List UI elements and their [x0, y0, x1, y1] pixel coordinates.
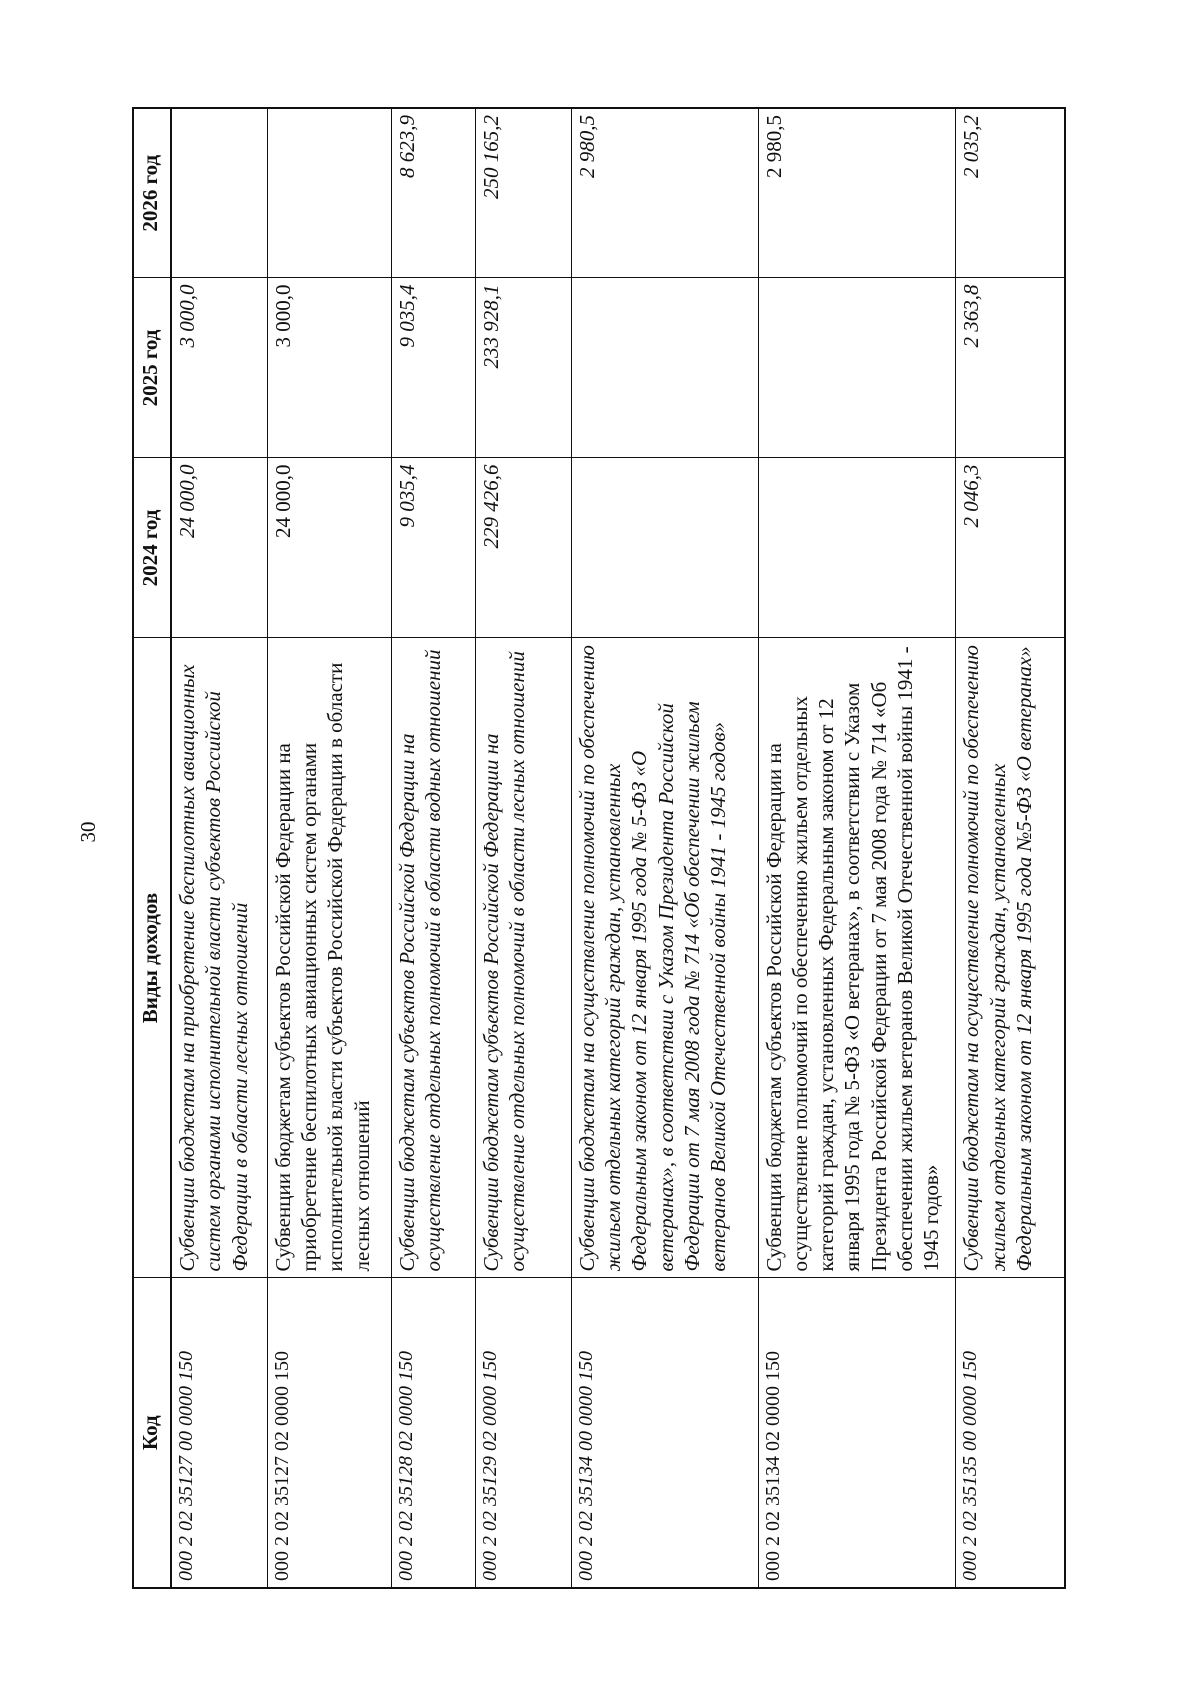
amount-2024-cell: 2 046,3 [956, 458, 1065, 638]
amount-2025-cell: 9 035,4 [391, 278, 475, 458]
amount-2025-cell: 3 000,0 [171, 278, 267, 458]
table-row [758, 108, 956, 1588]
table-row [267, 108, 391, 1588]
amount-2026-cell: 250 165,2 [475, 108, 571, 278]
revenue-table [132, 107, 1066, 1589]
revenue-description-cell: Субвенции бюджетам субъектов Российской Федерации на осуществление отдельных полномочий в области водных отношений [391, 638, 475, 1278]
amount-2025-cell [758, 278, 956, 458]
table-row [475, 108, 571, 1588]
amount-2025-cell: 233 928,1 [475, 278, 571, 458]
amount-2024-cell [571, 458, 758, 638]
revenue-description-cell: Субвенции бюджетам на осуществление полномочий по обеспечению жильем отдельных категорий граждан, установленных Федеральным законом от 12 января 1995 года №5-ФЗ «О ветеранах» [956, 638, 1065, 1278]
amount-2026-cell: 2 980,5 [571, 108, 758, 278]
amount-2024-cell: 24 000,0 [267, 458, 391, 638]
table-row [391, 108, 475, 1588]
amount-2025-cell: 2 363,8 [956, 278, 1065, 458]
revenue-description-cell: Субвенции бюджетам субъектов Российской Федерации на осуществление отдельных полномочий в области лесных отношений [475, 638, 571, 1278]
revenue-code-cell: 000 2 02 35134 02 0000 150 [758, 1278, 956, 1588]
amount-2024-cell: 229 426,6 [475, 458, 571, 638]
revenue-description-cell: Субвенции бюджетам субъектов Российской Федерации на осуществление полномочий по обеспечению жильем отдельных категорий граждан, установленных Федеральным законом от 12 января 1995 года № 5-ФЗ «О ветеранах», в соответствии с Указом Президента Российской Федерации от 7 мая 2008 года № 714 «Об обеспечении жильем ветеранов Великой Отечественной войны 1941 - 1945 годов» [758, 638, 956, 1278]
amount-2026-cell [267, 108, 391, 278]
revenue-code-cell: 000 2 02 35127 02 0000 150 [267, 1278, 391, 1588]
amount-2024-cell [758, 458, 956, 638]
amount-2025-cell [571, 278, 758, 458]
table-row [571, 108, 758, 1588]
header-year-2024: 2024 год [133, 458, 171, 638]
revenue-description-cell: Субвенции бюджетам на приобретение беспилотных авиационных систем органами исполнительной власти субъектов Российской Федерации в области лесных отношений [171, 638, 267, 1278]
amount-2026-cell: 2 980,5 [758, 108, 956, 278]
page-number: 30 [76, 821, 100, 843]
rotated-table-container [132, 109, 1066, 1589]
header-year-2026: 2026 год [133, 108, 171, 278]
amount-2025-cell: 3 000,0 [267, 278, 391, 458]
table-row [956, 108, 1065, 1588]
revenue-code-cell: 000 2 02 35127 00 0000 150 [171, 1278, 267, 1588]
amount-2024-cell: 9 035,4 [391, 458, 475, 638]
revenue-code-cell: 000 2 02 35135 00 0000 150 [956, 1278, 1065, 1588]
table-row [171, 108, 267, 1588]
revenue-description-cell: Субвенции бюджетам субъектов Российской Федерации на приобретение беспилотных авиационных систем органами исполнительной власти субъектов Российской Федерации в области лесных отношений [267, 638, 391, 1278]
amount-2024-cell: 24 000,0 [171, 458, 267, 638]
amount-2026-cell: 2 035,2 [956, 108, 1065, 278]
revenue-code-cell: 000 2 02 35134 00 0000 150 [571, 1278, 758, 1588]
header-code: Код [133, 1278, 171, 1588]
revenue-code-cell: 000 2 02 35129 02 0000 150 [475, 1278, 571, 1588]
header-year-2025: 2025 год [133, 278, 171, 458]
revenue-code-cell: 000 2 02 35128 02 0000 150 [391, 1278, 475, 1588]
header-revenue-type: Виды доходов [133, 638, 171, 1278]
amount-2026-cell [171, 108, 267, 278]
revenue-description-cell: Субвенции бюджетам на осуществление полномочий по обеспечению жильем отдельных категорий граждан, установленных Федеральным законом от 12 января 1995 года № 5-ФЗ «О ветеранах», в соответствии с Указом Президента Российской Федерации от 7 мая 2008 года № 714 «Об обеспечении жильем ветеранов Великой Отечественной войны 1941 - 1945 годов» [571, 638, 758, 1278]
amount-2026-cell: 8 623,9 [391, 108, 475, 278]
